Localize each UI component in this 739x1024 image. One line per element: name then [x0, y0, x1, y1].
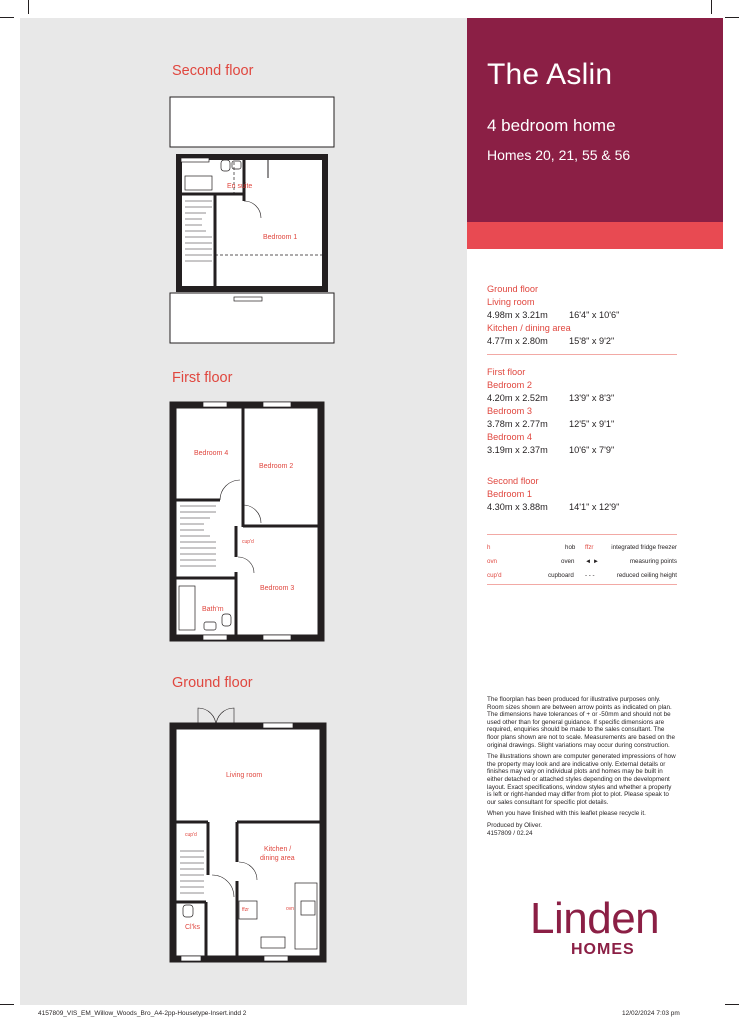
window-icon: [263, 635, 291, 640]
dims-metric: 3.19m x 2.37m: [487, 445, 548, 455]
footer-date: 12/02/2024 7:03 pm: [622, 1010, 680, 1017]
dims-imperial: 10'6" x 7'9": [569, 445, 615, 455]
key-code: ffzr: [585, 544, 594, 551]
key-code: h: [487, 544, 491, 551]
ground-floor-plan: [168, 705, 330, 965]
key-row: [487, 541, 677, 555]
crop-mark: [28, 0, 29, 14]
dims-room-name: Kitchen / dining area: [487, 323, 571, 333]
hero-accent-stripe: [467, 222, 723, 249]
key-row: [487, 569, 677, 583]
roof-area: [170, 97, 334, 147]
linden-logo: Linden: [530, 894, 660, 943]
room-label-bedroom-2: Bedroom 2: [259, 463, 294, 470]
window-icon: [264, 956, 288, 961]
homes-logo: HOMES: [571, 941, 635, 958]
key-meaning: cupboard: [548, 572, 574, 579]
room-label-bedroom-3: Bedroom 3: [260, 585, 295, 592]
key-meaning: integrated fridge freezer: [611, 544, 677, 551]
dims-row: [487, 335, 619, 348]
dims-room-name: Bedroom 1: [487, 489, 532, 499]
key-meaning: hob: [565, 544, 576, 551]
second-floor-dimensions: [487, 475, 619, 514]
dims-row: [487, 418, 614, 431]
dims-imperial: 16'4" x 10'6": [569, 310, 620, 320]
dims-room-name: Bedroom 2: [487, 380, 532, 390]
crop-mark: [725, 17, 739, 18]
dims-header-ground: Ground floor: [487, 284, 539, 294]
divider: [487, 584, 677, 585]
room-label-bedroom-4: Bedroom 4: [194, 450, 229, 457]
key-row: [487, 555, 677, 569]
first-floor-title: First floor: [172, 370, 233, 386]
first-floor-dimensions: [487, 366, 614, 457]
window-icon: [203, 635, 227, 640]
window-icon: [263, 723, 293, 728]
ground-floor-dimensions: [487, 283, 619, 348]
dims-imperial: 13'9" x 8'3": [569, 393, 615, 403]
key-meaning: oven: [561, 558, 575, 565]
window-icon: [181, 956, 201, 961]
second-floor-plan: [168, 95, 338, 345]
room-label-living-room: Living room: [226, 772, 263, 779]
floorplan-key: [487, 541, 677, 583]
room-label-bedroom-1: Bedroom 1: [263, 234, 298, 241]
room-label-kitchen: Kitchen /: [264, 846, 292, 853]
footer-filename: 4157809_VIS_EM_Willow_Woods_Bro_A4-2pp-Housetype-Insert.indd 2: [38, 1010, 247, 1017]
second-floor-title: Second floor: [172, 63, 254, 79]
disclaimer-paragraph: The floorplan has been produced for illustrative purposes only. Room sizes shown are between arrow points as indicated on plan. The dimensions have tolerances of + or -50mm and should not be used other than for general guidance. If specific dimensions are required, enquiries should be made to the sales consultant. The floor plans shown are not to scale. Measurements are based on the original drawings. Slight variations may occur during construction.: [487, 696, 675, 749]
room-label-cloakroom: Cl'ks: [185, 924, 200, 931]
homes-label: Homes 20, 21, 55 & 56: [487, 147, 631, 163]
key-meaning: reduced ceiling height: [616, 572, 677, 579]
window-icon: [263, 402, 291, 407]
produced-by: Produced by Oliver.: [487, 821, 542, 829]
key-code: ovn: [487, 558, 497, 565]
room-label-cupboard: cup'd: [242, 539, 254, 545]
ground-floor-title: Ground floor: [172, 675, 253, 691]
room-label-bathroom: Bath'm: [202, 606, 224, 613]
dims-header-second: Second floor: [487, 476, 539, 486]
dims-imperial: 12'5" x 9'1": [569, 419, 615, 429]
divider: [487, 534, 677, 535]
bedroom-count: 4 bedroom home: [487, 116, 616, 135]
crop-mark: [725, 1004, 739, 1005]
window-icon: [234, 297, 262, 301]
outer-wall: [179, 157, 325, 289]
dims-row: [487, 501, 619, 514]
dims-metric: 3.78m x 2.77m: [487, 419, 548, 429]
crop-mark: [711, 0, 712, 14]
label-oven: ovn: [286, 906, 295, 912]
dims-metric: 4.20m x 2.52m: [487, 393, 548, 403]
house-title: The Aslin: [487, 58, 613, 91]
room-label-dining: dining area: [260, 855, 295, 862]
dims-metric: 4.77m x 2.80m: [487, 336, 548, 346]
disclaimer-paragraph: When you have finished with this leaflet please recycle it.: [487, 810, 646, 818]
dims-imperial: 15'8" x 9'2": [569, 336, 615, 346]
document-code: 4157809 / 02.24: [487, 829, 533, 837]
dims-row: [487, 309, 619, 322]
dashed-line-icon: - - -: [585, 572, 595, 579]
window-icon: [203, 402, 227, 407]
dims-imperial: 14'1" x 12'9": [569, 502, 620, 512]
disclaimer-paragraph: The illustrations shown are computer generated impressions of how the property may look and are indicative only. External details or finishes may vary on individual plots and homes may be built in either detached or attached styles depending on the development layout. Exact specifications, window styles and whether a property is left or right-handed may differ from plot to plot. Please speak to our sales consultant for specific plot details.: [487, 753, 676, 806]
dims-row: [487, 444, 614, 457]
dims-room-name: Bedroom 3: [487, 406, 532, 416]
dims-metric: 4.98m x 3.21m: [487, 310, 548, 320]
crop-mark: [0, 17, 14, 18]
label-ffzr: ffzr: [242, 907, 249, 913]
dims-row: [487, 392, 614, 405]
dims-header-first: First floor: [487, 367, 526, 377]
dims-room-name: Bedroom 4: [487, 432, 532, 442]
dims-room-name: Living room: [487, 297, 535, 307]
window-icon: [181, 158, 209, 162]
measuring-points-icon: ◄ ►: [585, 558, 599, 565]
divider: [487, 354, 677, 355]
key-meaning: measuring points: [629, 558, 677, 565]
crop-mark: [0, 1004, 14, 1005]
disclaimer: [487, 696, 677, 837]
key-code: cup'd: [487, 572, 502, 579]
room-label-en-suite: En suite: [227, 183, 253, 190]
first-floor-plan: [168, 402, 328, 644]
room-label-cupboard: cup'd: [185, 832, 197, 838]
dims-metric: 4.30m x 3.88m: [487, 502, 548, 512]
